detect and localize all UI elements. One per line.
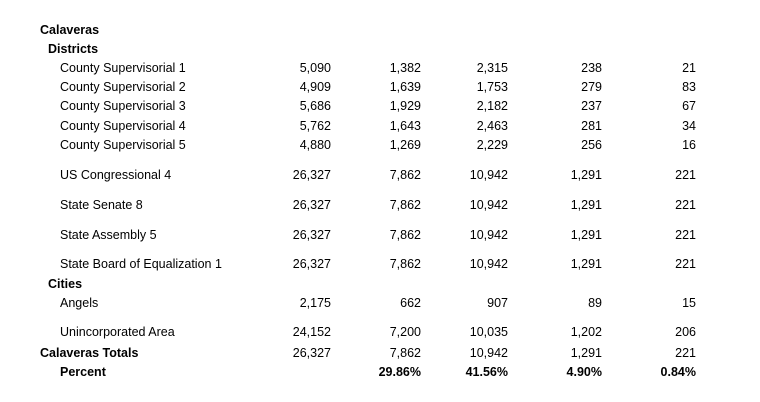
- value-cell-col-2: 7,862: [389, 228, 421, 242]
- value-cell-col-4: 256: [581, 138, 602, 152]
- value-cell-col-1: 26,327: [292, 228, 331, 242]
- value-cell-col-2: 1,929: [389, 99, 421, 113]
- value-cell-col-5: 221: [675, 257, 696, 271]
- row-label: County Supervisorial 1: [60, 61, 186, 75]
- table-row: [0, 98, 760, 114]
- row-label: State Senate 8: [60, 198, 143, 212]
- table-row: [0, 364, 760, 380]
- value-cell-col-2: 1,643: [389, 119, 421, 133]
- value-cell-col-3: 1,753: [476, 80, 508, 94]
- value-cell-col-3: 10,035: [469, 325, 508, 339]
- table-row: [0, 227, 760, 243]
- value-cell-col-3: 2,229: [476, 138, 508, 152]
- value-cell-col-2: 7,862: [389, 198, 421, 212]
- value-cell-col-5: 221: [675, 228, 696, 242]
- value-cell-col-4: 281: [581, 119, 602, 133]
- value-cell-col-2: 7,200: [389, 325, 421, 339]
- row-label: County Supervisorial 2: [60, 80, 186, 94]
- table-row: [0, 137, 760, 153]
- table-row: [0, 295, 760, 311]
- table-row: [0, 118, 760, 134]
- value-cell-col-3: 10,942: [469, 168, 508, 182]
- row-label: Cities: [48, 277, 83, 291]
- value-cell-col-1: 4,909: [299, 80, 331, 94]
- row-label: Calaveras: [40, 23, 100, 37]
- row-label: State Board of Equalization 1: [60, 257, 222, 271]
- value-cell-col-2: 7,862: [389, 257, 421, 271]
- value-cell-col-2: 7,862: [389, 346, 421, 360]
- value-cell-col-4: 89: [588, 296, 602, 310]
- value-cell-col-3: 2,182: [476, 99, 508, 113]
- value-cell-col-5: 21: [682, 61, 696, 75]
- table-row: [0, 41, 760, 57]
- table-row: [0, 276, 760, 292]
- value-cell-col-3: 41.56%: [465, 365, 508, 379]
- value-cell-col-4: 1,291: [570, 228, 602, 242]
- value-cell-col-1: 26,327: [292, 346, 331, 360]
- value-cell-col-5: 34: [682, 119, 696, 133]
- value-cell-col-1: 5,762: [299, 119, 331, 133]
- value-cell-col-2: 662: [400, 296, 421, 310]
- value-cell-col-1: 5,090: [299, 61, 331, 75]
- value-cell-col-3: 2,463: [476, 119, 508, 133]
- table-row: [0, 22, 760, 38]
- value-cell-col-1: 5,686: [299, 99, 331, 113]
- row-label: County Supervisorial 3: [60, 99, 186, 113]
- value-cell-col-1: 26,327: [292, 198, 331, 212]
- value-cell-col-5: 0.84%: [660, 365, 696, 379]
- value-cell-col-4: 1,291: [570, 257, 602, 271]
- row-label: County Supervisorial 4: [60, 119, 186, 133]
- value-cell-col-4: 237: [581, 99, 602, 113]
- value-cell-col-4: 1,291: [570, 346, 602, 360]
- value-cell-col-3: 907: [487, 296, 508, 310]
- row-label: Unincorporated Area: [60, 325, 175, 339]
- table-row: [0, 79, 760, 95]
- table-row: [0, 60, 760, 76]
- table-row: [0, 256, 760, 272]
- value-cell-col-4: 279: [581, 80, 602, 94]
- value-cell-col-3: 10,942: [469, 228, 508, 242]
- value-cell-col-4: 4.90%: [566, 365, 602, 379]
- value-cell-col-5: 221: [675, 198, 696, 212]
- row-label: Angels: [60, 296, 99, 310]
- table-row: [0, 345, 760, 361]
- value-cell-col-1: 26,327: [292, 257, 331, 271]
- value-cell-col-1: 2,175: [299, 296, 331, 310]
- value-cell-col-2: 1,382: [389, 61, 421, 75]
- value-cell-col-5: 206: [675, 325, 696, 339]
- value-cell-col-5: 15: [682, 296, 696, 310]
- value-cell-col-4: 1,291: [570, 198, 602, 212]
- value-cell-col-2: 7,862: [389, 168, 421, 182]
- value-cell-col-3: 10,942: [469, 257, 508, 271]
- table-row: [0, 197, 760, 213]
- row-label: Percent: [60, 365, 106, 379]
- value-cell-col-5: 221: [675, 346, 696, 360]
- row-label: US Congressional 4: [60, 168, 172, 182]
- value-cell-col-3: 10,942: [469, 346, 508, 360]
- value-cell-col-1: 26,327: [292, 168, 331, 182]
- value-cell-col-2: 1,639: [389, 80, 421, 94]
- value-cell-col-2: 29.86%: [378, 365, 421, 379]
- value-cell-col-4: 1,291: [570, 168, 602, 182]
- row-label: Districts: [48, 42, 99, 56]
- value-cell-col-5: 67: [682, 99, 696, 113]
- value-cell-col-4: 1,202: [570, 325, 602, 339]
- value-cell-col-1: 4,880: [299, 138, 331, 152]
- value-cell-col-4: 238: [581, 61, 602, 75]
- row-label: County Supervisorial 5: [60, 138, 186, 152]
- value-cell-col-2: 1,269: [389, 138, 421, 152]
- row-label: State Assembly 5: [60, 228, 157, 242]
- value-cell-col-5: 16: [682, 138, 696, 152]
- row-label: Calaveras Totals: [40, 346, 139, 360]
- table-row: [0, 167, 760, 183]
- value-cell-col-3: 2,315: [476, 61, 508, 75]
- value-cell-col-5: 83: [682, 80, 696, 94]
- value-cell-col-3: 10,942: [469, 198, 508, 212]
- table-row: [0, 324, 760, 340]
- value-cell-col-1: 24,152: [292, 325, 331, 339]
- value-cell-col-5: 221: [675, 168, 696, 182]
